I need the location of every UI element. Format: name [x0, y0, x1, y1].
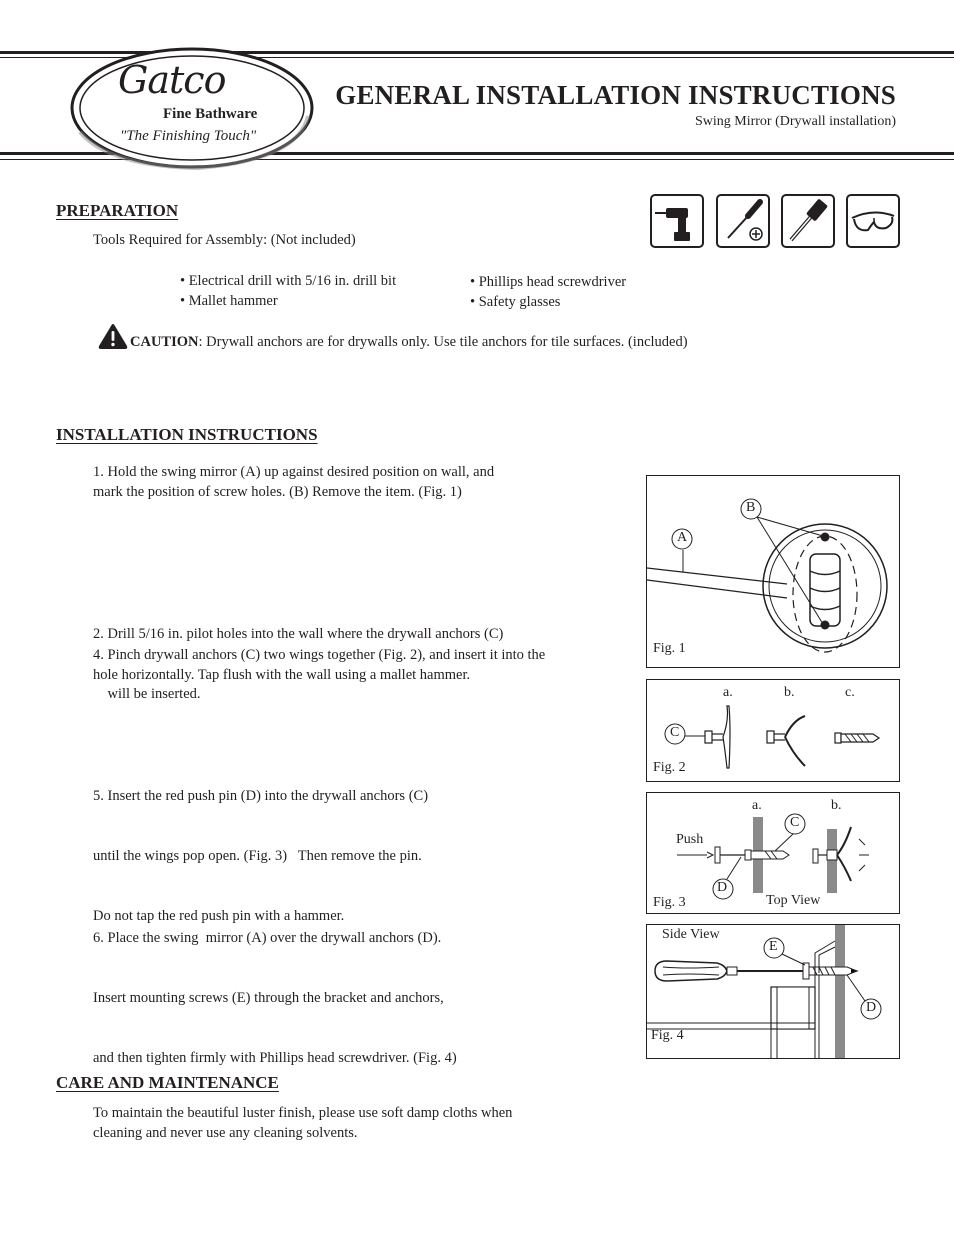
- care-heading: CARE AND MAINTENANCE: [56, 1073, 279, 1092]
- step-line: and then tighten firmly with Phillips head screwdriver. (Fig. 4): [93, 1050, 457, 1066]
- step-line: 1. Hold the swing mirror (A) up against desired position on wall, and: [93, 464, 495, 480]
- step-line: Insert mounting screws (E) through the bracket and anchors,: [93, 990, 444, 1006]
- caution-label: CAUTION: [130, 334, 199, 350]
- figure-4-label: Fig. 4: [651, 1028, 684, 1043]
- caution-text: : Drywall anchors are for drywalls only. Use tile anchors for tile surfaces. (included): [198, 334, 688, 350]
- figure-1-label: Fig. 1: [653, 641, 686, 656]
- step-line: 5. Insert the red push pin (D) into the drywall anchors (C): [93, 788, 429, 804]
- step-1: [93, 462, 494, 502]
- fig1-drawing: [647, 476, 899, 667]
- drill-icon: [650, 194, 704, 248]
- callout-b: B: [746, 500, 756, 515]
- figure-3: [646, 792, 900, 914]
- top-view-label: Top View: [766, 893, 821, 908]
- sub-label-b: b.: [784, 685, 795, 700]
- care-line: cleaning and never use any cleaning solvents.: [93, 1125, 358, 1141]
- callout-c: C: [790, 815, 800, 830]
- care-line: To maintain the beautiful luster finish, please use soft damp cloths when: [93, 1105, 513, 1121]
- brand-tagline: "The Finishing Touch": [120, 128, 257, 144]
- sub-label-a: a.: [723, 685, 733, 700]
- mallet-icon: [781, 194, 835, 248]
- screwdriver-icon: [716, 194, 770, 248]
- callout-d: D: [866, 1000, 877, 1015]
- tool-list-item: • Safety glasses: [470, 294, 561, 310]
- sub-label-c: c.: [845, 685, 855, 700]
- figure-2: [646, 679, 900, 782]
- step-line: 2. Drill 5/16 in. pilot holes into the wall where the drywall anchors (C): [93, 626, 504, 642]
- figure-1: [646, 475, 900, 668]
- tool-list-item: • Electrical drill with 5/16 in. drill bit: [180, 273, 397, 289]
- callout-d: D: [717, 880, 728, 895]
- tools-intro: Tools Required for Assembly: (Not included): [93, 232, 356, 248]
- brand-script: Gatco: [118, 58, 226, 102]
- figure-2-label: Fig. 2: [653, 760, 686, 775]
- installation-heading: INSTALLATION INSTRUCTIONS: [56, 425, 318, 444]
- page-subtitle: Swing Mirror (Drywall installation): [694, 114, 896, 129]
- tool-list-item: • Mallet hammer: [180, 293, 278, 309]
- step-line: mark the position of screw holes. (B) Remove the item. (Fig. 1): [93, 484, 462, 500]
- brand-logo: [68, 44, 318, 176]
- step-line: until the wings pop open. (Fig. 3) Then remove the pin.: [93, 848, 422, 864]
- step-line: will be inserted.: [93, 686, 201, 702]
- sub-label-b: b.: [831, 798, 842, 813]
- brand-line: Fine Bathware: [163, 106, 258, 122]
- step-line: 6. Place the swing mirror (A) over the drywall anchors (D).: [93, 930, 442, 946]
- step-line: hole horizontally. Tap flush with the wall using a mallet hammer.: [93, 667, 471, 683]
- safety-glasses-icon: [846, 194, 900, 248]
- push-label: Push: [676, 832, 704, 847]
- page-title: GENERAL INSTALLATION INSTRUCTIONS: [335, 80, 896, 110]
- callout-c: C: [670, 725, 680, 740]
- preparation-heading: PREPARATION: [56, 201, 179, 220]
- tool-list-item: • Phillips head screwdriver: [470, 274, 627, 290]
- figure-3-label: Fig. 3: [653, 895, 686, 910]
- step-6: [93, 888, 457, 1088]
- figure-4: [646, 924, 900, 1059]
- caution-note: [130, 332, 688, 352]
- step-4: [93, 645, 545, 685]
- caution-icon: [97, 322, 129, 350]
- sub-label-a: a.: [752, 798, 762, 813]
- callout-e: E: [769, 939, 778, 954]
- step-line: 4. Pinch drywall anchors (C) two wings together (Fig. 2), and insert it into the: [93, 647, 546, 663]
- callout-a: A: [677, 530, 688, 545]
- step-line: Do not tap the red push pin with a hammer.: [93, 908, 345, 924]
- side-view-label: Side View: [662, 927, 720, 942]
- care-text: [93, 1103, 512, 1143]
